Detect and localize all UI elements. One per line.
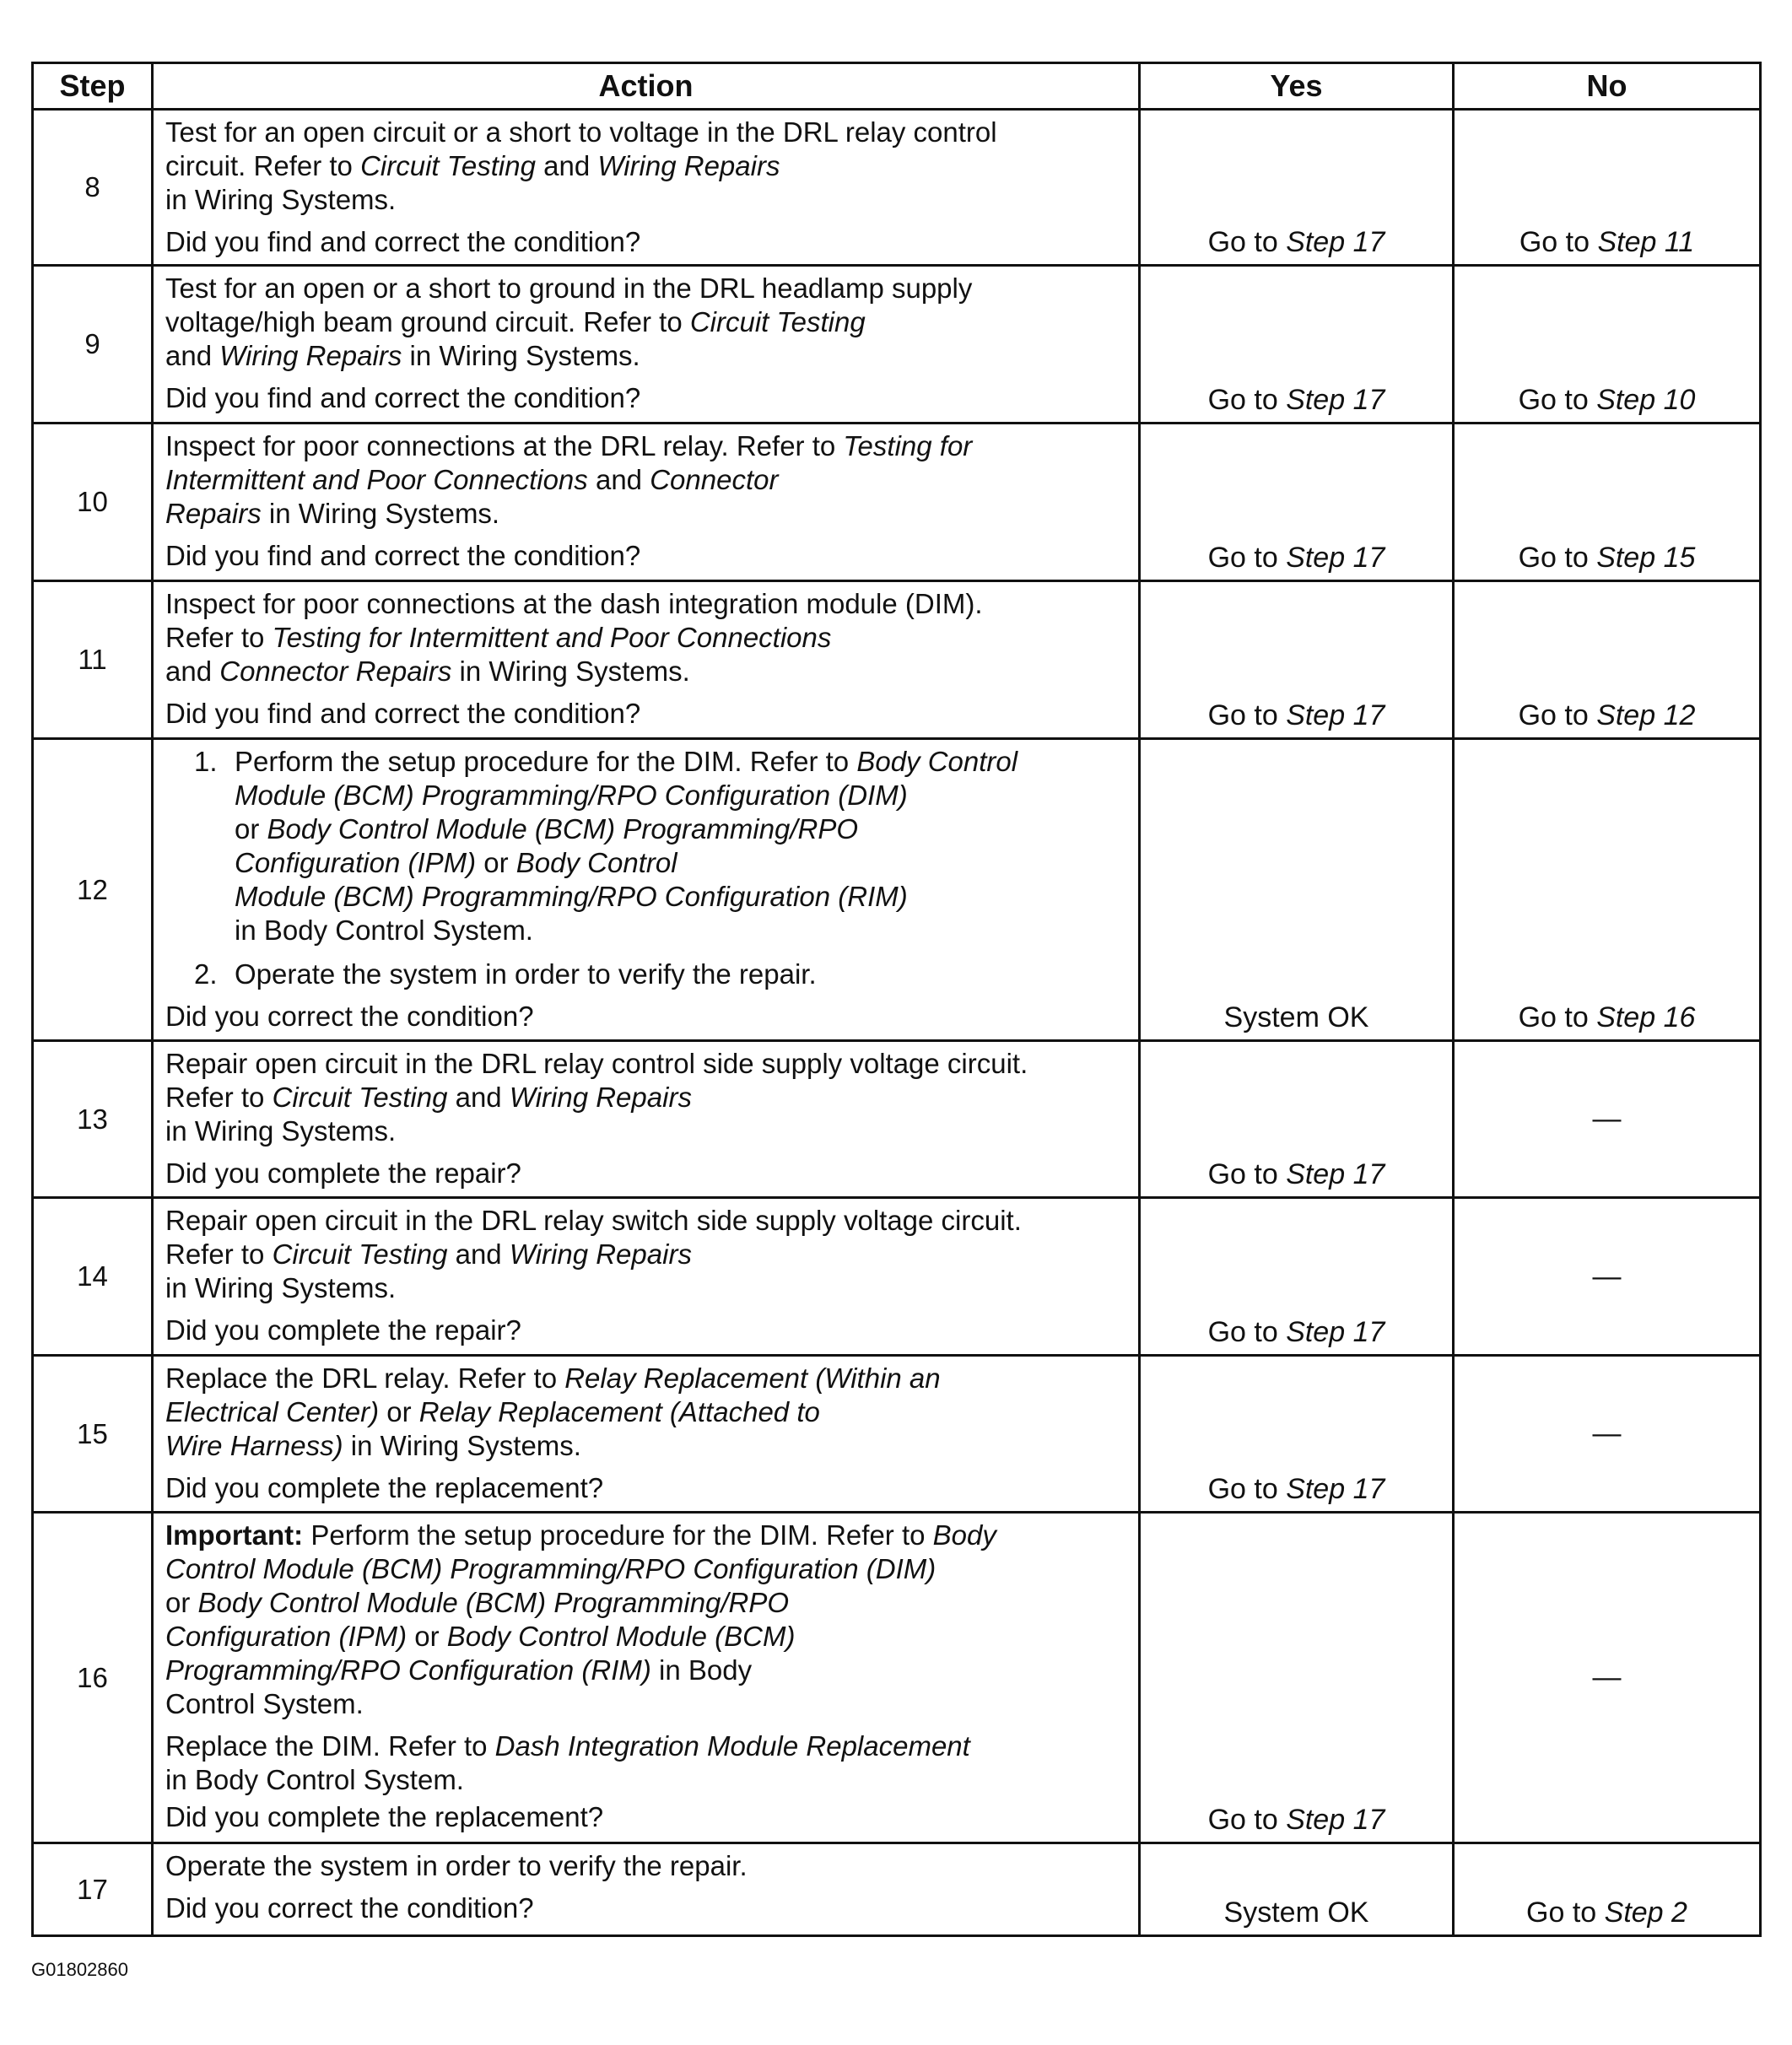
table-row: [33, 1041, 1761, 1198]
action-question: Did you complete the replacement?: [165, 1801, 604, 1832]
table-row: [33, 424, 1761, 581]
no-result-dash: —: [1454, 1198, 1761, 1356]
action-question: Did you correct the condition?: [165, 1892, 534, 1924]
no-result-dash: —: [1454, 1513, 1761, 1843]
important-label: Important:: [165, 1519, 304, 1551]
yes-result: System OK: [1140, 1843, 1454, 1936]
step-number: 14: [33, 1198, 153, 1356]
yes-result: Go to Step 17: [1140, 1198, 1454, 1356]
action-cell: [153, 110, 1140, 266]
header-step: Step: [33, 63, 153, 110]
action-text: Replace the DRL relay. Refer to Relay Replacement (Within an Electrical Center) or Relay Replacement (Attached to Wire Harness) in Wiring Systems.: [165, 1362, 941, 1461]
step-number: 11: [33, 581, 153, 739]
numbered-steps: [165, 745, 1128, 991]
no-result: Go to Step 15: [1454, 424, 1761, 581]
yes-result: Go to Step 17: [1140, 581, 1454, 739]
action-cell: [153, 581, 1140, 739]
yes-result: Go to Step 17: [1140, 266, 1454, 424]
action-text: Operate the system in order to verify the repair.: [165, 1850, 748, 1881]
action-question: Did you find and correct the condition?: [165, 540, 641, 571]
step-number: 10: [33, 424, 153, 581]
action-question: Did you find and correct the condition?: [165, 226, 641, 257]
header-no: No: [1454, 63, 1761, 110]
step-number: 16: [33, 1513, 153, 1843]
action-question: Did you find and correct the condition?: [165, 698, 641, 729]
table-header-row: [33, 63, 1761, 110]
action-cell: [153, 266, 1140, 424]
action-cell: [153, 1041, 1140, 1198]
action-cell: [153, 424, 1140, 581]
step-number: 12: [33, 739, 153, 1041]
yes-result: Go to Step 17: [1140, 1041, 1454, 1198]
step-number: 15: [33, 1356, 153, 1513]
action-cell: [153, 1356, 1140, 1513]
yes-result: Go to Step 17: [1140, 1356, 1454, 1513]
no-result: Go to Step 2: [1454, 1843, 1761, 1936]
important-note: Important: Perform the setup procedure for the DIM. Refer to Body Control Module (BCM) Programming/RPO Configuration (DIM) or Body Control Module (BCM) Programming/RPO Configuration (IPM) or Body Control Module (BCM) Programming/RPO Configuration (RIM) in Body Control System.: [165, 1519, 996, 1719]
action-text: Repair open circuit in the DRL relay switch side supply voltage circuit. Refer to Circuit Testing and Wiring Repairs in Wiring Systems.: [165, 1205, 1022, 1303]
table-row: [33, 1356, 1761, 1513]
step-number: 9: [33, 266, 153, 424]
figure-id: G01802860: [31, 1959, 128, 1980]
step-number: 17: [33, 1843, 153, 1936]
action-question: Did you find and correct the condition?: [165, 382, 641, 413]
action-cell: [153, 739, 1140, 1041]
action-cell: [153, 1843, 1140, 1936]
list-item: 1. Perform the setup procedure for the DIM. Refer to Body Control Module (BCM) Programming/RPO Configuration (DIM) or Body Control Module (BCM) Programming/RPO Configuration (IPM) or Body Control Module (BCM) Programming/RPO Configuration (RIM) in Body Control System.: [194, 746, 1018, 946]
header-action: Action: [153, 63, 1140, 110]
replace-instruction: Replace the DIM. Refer to Dash Integration Module Replacement in Body Control System.: [165, 1730, 970, 1795]
diagnostic-table: [31, 62, 1762, 1937]
action-cell: [153, 1513, 1140, 1843]
yes-result: Go to Step 17: [1140, 424, 1454, 581]
yes-result: Go to Step 17: [1140, 1513, 1454, 1843]
no-result: Go to Step 11: [1454, 110, 1761, 266]
yes-result: System OK: [1140, 739, 1454, 1041]
table-row: [33, 110, 1761, 266]
table-row: [33, 1513, 1761, 1843]
table-row: [33, 581, 1761, 739]
header-yes: Yes: [1140, 63, 1454, 110]
action-text: Inspect for poor connections at the DRL relay. Refer to Testing for Intermittent and Poor Connections and Connector Repairs in Wiring Systems.: [165, 430, 973, 529]
table-row: [33, 739, 1761, 1041]
no-result: Go to Step 12: [1454, 581, 1761, 739]
step-number: 13: [33, 1041, 153, 1198]
no-result-dash: —: [1454, 1041, 1761, 1198]
step-number: 8: [33, 110, 153, 266]
no-result: Go to Step 16: [1454, 739, 1761, 1041]
action-question: Did you correct the condition?: [165, 1001, 534, 1032]
action-text: Inspect for poor connections at the dash integration module (DIM). Refer to Testing for Intermittent and Poor Connections and Connector Repairs in Wiring Systems.: [165, 588, 983, 687]
action-text: Repair open circuit in the DRL relay control side supply voltage circuit. Refer to Circuit Testing and Wiring Repairs in Wiring Systems.: [165, 1048, 1028, 1147]
table-row: [33, 266, 1761, 424]
action-question: Did you complete the repair?: [165, 1314, 521, 1346]
yes-result: Go to Step 17: [1140, 110, 1454, 266]
list-item: 2. Operate the system in order to verify the repair.: [194, 958, 817, 990]
no-result-dash: —: [1454, 1356, 1761, 1513]
action-cell: [153, 1198, 1140, 1356]
action-question: Did you complete the replacement?: [165, 1472, 604, 1503]
no-result: Go to Step 10: [1454, 266, 1761, 424]
action-text: Test for an open or a short to ground in the DRL headlamp supply voltage/high beam ground circuit. Refer to Circuit Testing and Wiring Repairs in Wiring Systems.: [165, 272, 973, 371]
action-question: Did you complete the repair?: [165, 1157, 521, 1189]
table-row: [33, 1843, 1761, 1936]
action-text: Test for an open circuit or a short to voltage in the DRL relay control circuit. Refer to Circuit Testing and Wiring Repairs in Wiring Systems.: [165, 116, 997, 215]
table-row: [33, 1198, 1761, 1356]
